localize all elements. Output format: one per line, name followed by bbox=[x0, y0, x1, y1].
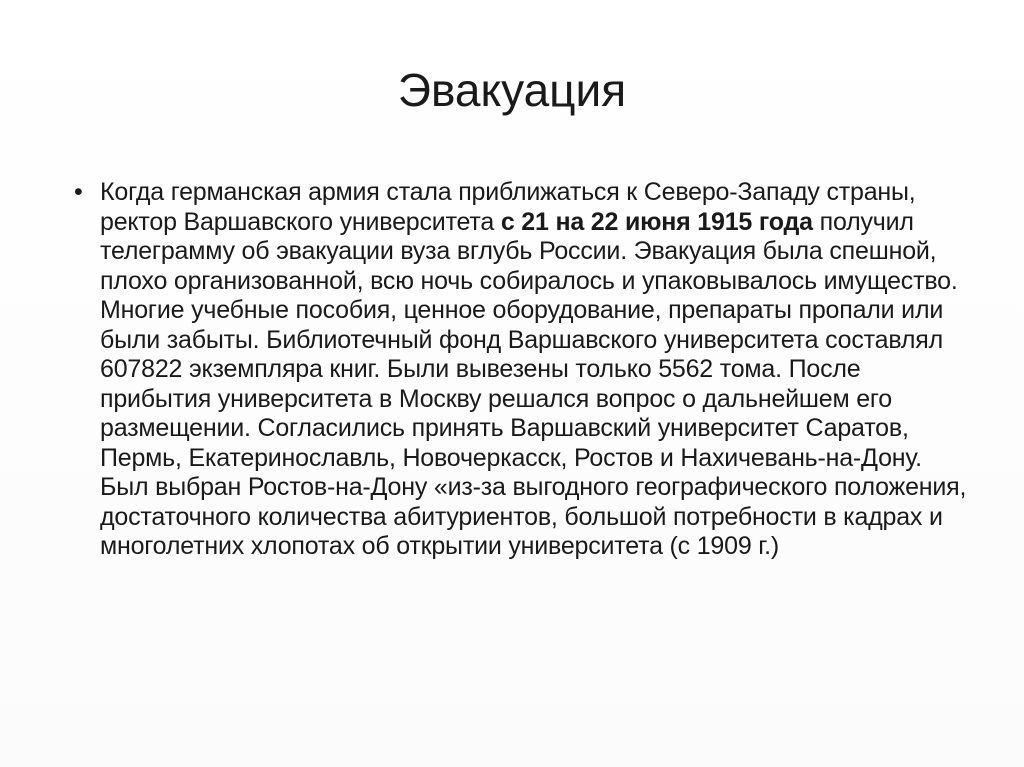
slide-content bbox=[64, 178, 974, 562]
paragraph-date-bold: с 21 на 22 июня 1915 года bbox=[500, 207, 813, 236]
paragraph-part-2: получил телеграмму об эвакуации вуза вглубь России. Эвакуация была спешной, плохо организованной, всю ночь собиралось и упаковывалось имущество. Многие учебные пособия, ценное оборудование, препараты пропали или были забыты. Библиотечный фонд Варшавского университета составлял 607822 экземпляра книг. Были вывезены только 5562 тома. После прибытия университета в Москву решался вопрос о дальнейшем его размещении. Согласились принять Варшавский университет Саратов, Пермь, Екатеринославль, Новочеркасск, Ростов и Нахичевань-на-Дону. Был выбран Ростов-на-Дону «из-за выгодного географического положения, достаточного количества абитуриентов, большой потребности в кадрах и многолетних хлопотах об открытии университета (с 1909 г.) bbox=[100, 207, 967, 560]
bullet-dot-icon: • bbox=[74, 178, 83, 206]
slide-title: Эвакуация bbox=[397, 64, 627, 116]
bullet-item bbox=[64, 178, 974, 562]
bullet-text bbox=[100, 178, 974, 562]
paragraph-part-1: Когда германская армия стала приближаться к Северо-Западу страны, ректор Варшавского университета bbox=[100, 178, 916, 236]
